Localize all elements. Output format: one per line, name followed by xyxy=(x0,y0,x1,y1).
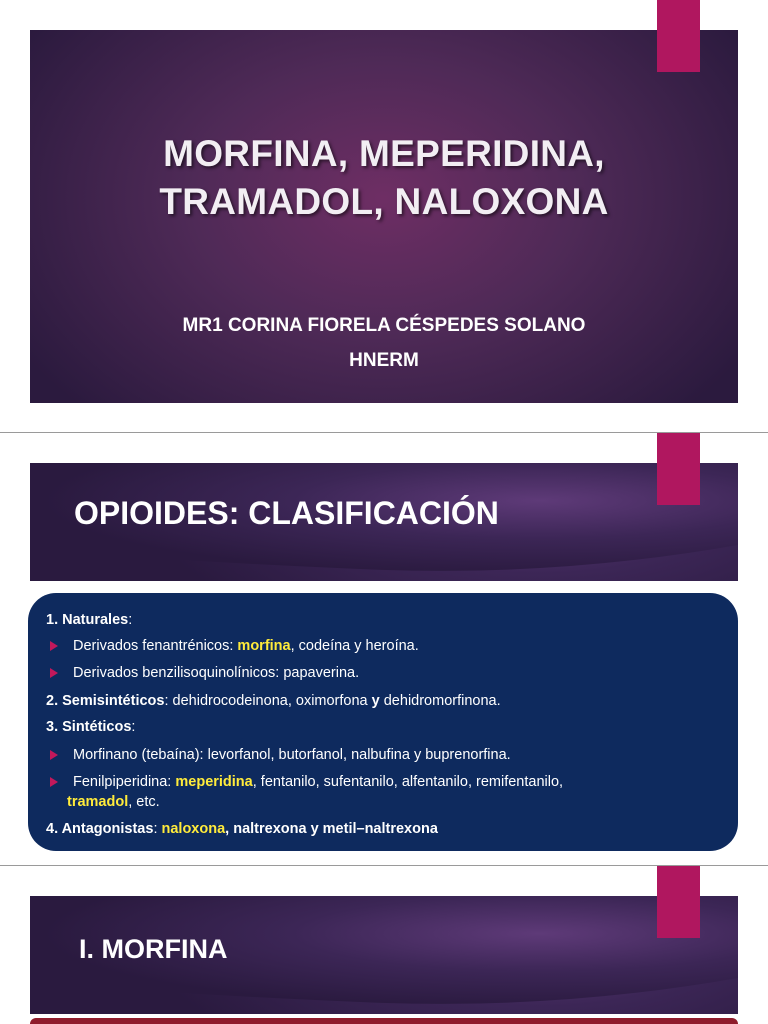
institution-name: HNERM xyxy=(349,350,419,371)
morfina-slide xyxy=(0,866,768,1024)
accent-tab xyxy=(657,433,700,505)
slide-title: I. MORFINA xyxy=(79,934,228,964)
list-item: Morfinano (tebaína): levorfanol, butorfanol, nalbufina y buprenorfina. xyxy=(73,747,511,763)
accent-tab xyxy=(657,866,700,938)
list-item: 1. Naturales: xyxy=(46,612,133,628)
bullet-arrow-icon xyxy=(50,750,58,760)
title-line-2: TRAMADOL, NALOXONA xyxy=(159,181,609,222)
title-line-1: MORFINA, MEPERIDINA, xyxy=(163,133,605,174)
list-item: Derivados benzilisoquinolínicos: papaverina. xyxy=(73,665,360,681)
list-item: 4. Antagonistas: naloxona, naltrexona y metil–naltrexona xyxy=(46,821,438,837)
author-name: MR1 CORINA FIORELA CÉSPEDES SOLANO xyxy=(182,315,586,336)
title-slide xyxy=(0,0,768,432)
presentation-title xyxy=(30,130,738,226)
bullet-arrow-icon xyxy=(50,668,58,678)
slide-title: OPIOIDES: CLASIFICACIÓN xyxy=(74,495,499,531)
accent-tab xyxy=(657,0,700,72)
content-box-edge xyxy=(30,1018,738,1024)
bullet-arrow-icon xyxy=(50,641,58,651)
bullet-arrow-icon xyxy=(50,777,58,787)
list-item: 2. Semisintéticos: dehidrocodeinona, oximorfona y dehidromorfinona. xyxy=(46,693,501,709)
list-item: 3. Sintéticos: xyxy=(46,719,136,735)
list-item: Fenilpiperidina: meperidina, fentanilo, sufentanilo, alfentanilo, remifentanilo, tramadol, etc. xyxy=(67,774,564,810)
classification-slide xyxy=(0,433,768,865)
list-item: Derivados fenantrénicos: morfina, codeína y heroína. xyxy=(73,638,419,654)
